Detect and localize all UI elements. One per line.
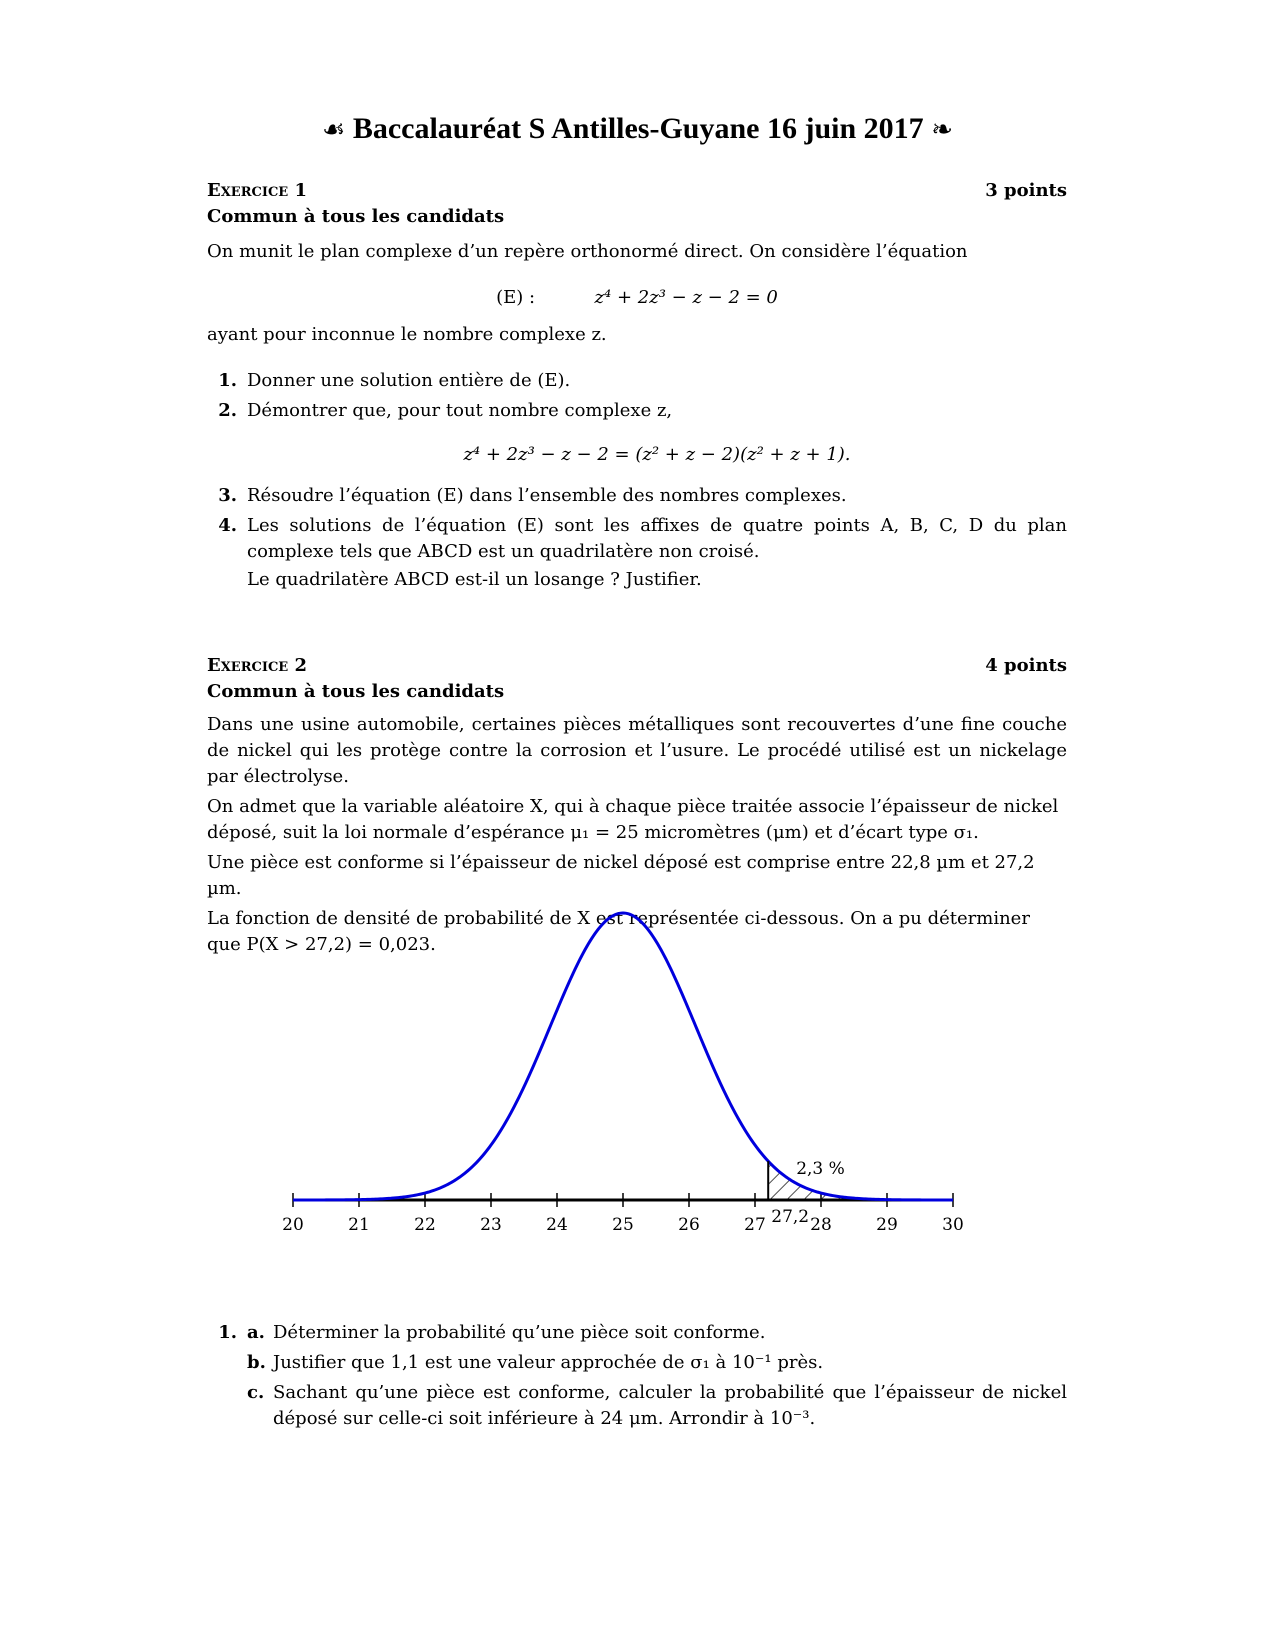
title-text: Baccalauréat S Antilles-Guyane 16 juin 2017 <box>352 112 924 145</box>
exercise-2-points: 4 points <box>985 655 1067 676</box>
question-1-text: Donner une solution entière de (E). <box>247 370 571 391</box>
question-2: 2. Démontrer que, pour tout nombre complexe z, <box>207 398 1067 424</box>
exercise-1-label: Exercice 1 <box>207 180 307 201</box>
exercise-1-header <box>207 180 1067 201</box>
density-curve <box>293 913 953 1200</box>
x-tick-label: 30 <box>942 1215 964 1235</box>
exercise-2-paragraph-4: La fonction de densité de probabilité de X est représentée ci-dessous. On a pu déterminer que P(X > 27,2) = 0,023. <box>207 908 1030 955</box>
exercise-2-header <box>207 655 1067 676</box>
question-1a: 1. a. Déterminer la probabilité qu’une pièce soit conforme. <box>207 1320 1067 1346</box>
exercise-1-questions <box>207 368 1067 593</box>
x-tick-label: 27 <box>744 1215 766 1235</box>
exercise-2-audience: Commun à tous les candidats <box>207 681 505 702</box>
x-tick-label: 25 <box>612 1215 634 1235</box>
equation-e-name: (E) : <box>496 287 536 308</box>
question-1-number: 1. <box>218 1322 237 1343</box>
question-1a-text: Déterminer la probabilité qu’une pièce soit conforme. <box>273 1322 766 1343</box>
question-2-text: Démontrer que, pour tout nombre complexe z, <box>247 400 673 421</box>
normal-density-chart <box>0 900 1275 1300</box>
question-1: 1. Donner une solution entière de (E). <box>207 368 1067 394</box>
question-3: 3. Résoudre l’équation (E) dans l’ensemble des nombres complexes. <box>207 483 1067 509</box>
x-tick-label: 29 <box>876 1215 898 1235</box>
ornament-right-icon: ❧ <box>931 115 953 144</box>
x-tick-label: 22 <box>414 1215 436 1235</box>
exercise-1-after-eq: ayant pour inconnue le nombre complexe z. <box>207 324 607 345</box>
x-tick-label: 24 <box>546 1215 568 1235</box>
exercise-2-paragraph-1: Dans une usine automobile, certaines pièces métalliques sont recouvertes d’une fine couche de nickel qui les protège contre la corrosion et l’usure. Le procédé utilisé est un nickelage par électrolyse. <box>207 714 1067 787</box>
equation-e-body: z⁴ + 2z³ − z − 2 = 0 <box>594 287 778 308</box>
page-title <box>0 112 1275 146</box>
exercise-2-paragraph-3: Une pièce est conforme si l’épaisseur de nickel déposé est comprise entre 22,8 µm et 27,2 µm. <box>207 852 1035 899</box>
x-tick-label: 21 <box>348 1215 370 1235</box>
exercise-1-intro: On munit le plan complexe d’un repère orthonormé direct. On considère l’équation <box>207 241 968 262</box>
x-tick-label: 28 <box>810 1215 832 1235</box>
question-4-text: Les solutions de l’équation (E) sont les affixes de quatre points A, B, C, D du plan complexe tels que ABCD est un quadrilatère non croisé. <box>247 515 1067 562</box>
exercise-2-label: Exercice 2 <box>207 655 307 676</box>
question-1c: c. Sachant qu’une pièce est conforme, calculer la probabilité que l’épaisseur de nickel déposé sur celle-ci soit inférieure à 24 μm. Arrondir à 10⁻³. <box>207 1380 1067 1432</box>
question-1b-text: Justifier que 1,1 est une valeur approchée de σ₁ à 10⁻¹ près. <box>273 1352 824 1373</box>
exercise-2-paragraph-2: On admet que la variable aléatoire X, qui à chaque pièce traitée associe l’épaisseur de nickel déposé, suit la loi normale d’espérance μ₁ = 25 micromètres (μm) et d’écart type σ₁. <box>207 796 1059 843</box>
question-4-followup: Le quadrilatère ABCD est-il un losange ? Justifier. <box>247 569 702 590</box>
x-tick-label: 26 <box>678 1215 700 1235</box>
question-4: 4. Les solutions de l’équation (E) sont les affixes de quatre points A, B, C, D du plan complexe tels que ABCD est un quadrilatère non croisé. Le quadrilatère ABCD est-il un losange ? Justifier. <box>207 513 1067 593</box>
question-3-text: Résoudre l’équation (E) dans l’ensemble des nombres complexes. <box>247 485 847 506</box>
exercise-2-questions <box>207 1320 1067 1432</box>
equation-e <box>207 287 1067 308</box>
question-1c-text: Sachant qu’une pièce est conforme, calculer la probabilité que l’épaisseur de nickel déposé sur celle-ci soit inférieure à 24 μm. Arrondir à 10⁻³. <box>273 1382 1067 1429</box>
x-tick-label: 23 <box>480 1215 502 1235</box>
ornament-left-icon: ☙ <box>322 115 346 144</box>
question-2-equation: z⁴ + 2z³ − z − 2 = (z² + z − 2)(z² + z + 1). <box>463 444 851 465</box>
question-1b: b. Justifier que 1,1 est une valeur approchée de σ₁ à 10⁻¹ près. <box>207 1350 1067 1376</box>
tail-probability-label: 2,3 % <box>796 1159 845 1180</box>
exercise-1 <box>207 180 1067 593</box>
exercise-1-audience: Commun à tous les candidats <box>207 206 505 227</box>
exercise-1-points: 3 points <box>985 180 1067 201</box>
threshold-marker-label: 27,2 <box>771 1207 810 1227</box>
x-tick-label: 20 <box>282 1215 304 1235</box>
